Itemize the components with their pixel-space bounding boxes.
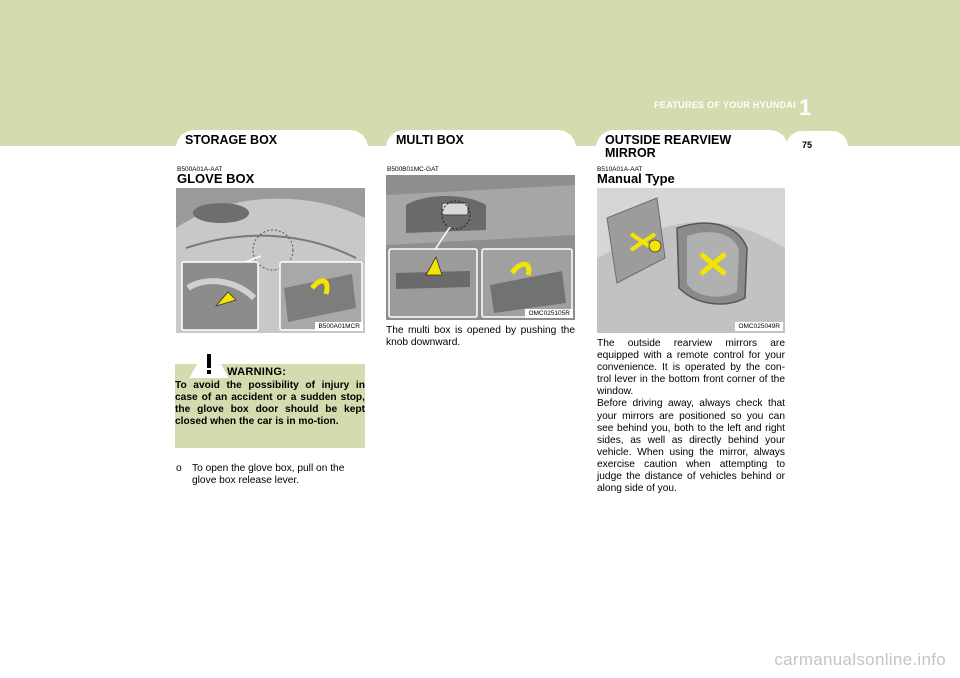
warning-text: To avoid the possibility of injury in case of an accident or a sudden stop, the glove box door should be kept closed when the car is in mo-tion.	[175, 380, 365, 428]
chapter-title: FEATURES OF YOUR HYUNDAI	[654, 100, 796, 110]
manual-type-heading: Manual Type	[597, 171, 675, 186]
mirror-text: The outside rearview mirrors are equipped with a remote control for your convenience. It is operated by the con-trol lever in the bottom front corner of the window. Before driving away, always check that your mirrors are positioned so you can see behind you, both to the left and right sides, as well as directly behind your vehicle. When using the mirror, always exercise caution when attempting to judge the distance of vehicles behind or along side of you.	[597, 338, 785, 495]
exclamation-triangle-icon	[189, 343, 229, 379]
mirror-title: OUTSIDE REARVIEW MIRROR	[605, 133, 732, 160]
bullet-mark: o	[176, 463, 182, 474]
page-number: 75	[801, 140, 812, 150]
storage-box-title: STORAGE BOX	[185, 133, 278, 147]
bullet-text: To open the glove box, pull on the glove box release lever.	[192, 463, 345, 487]
watermark: carmanualsonline.info	[774, 650, 946, 669]
header-band	[0, 0, 960, 146]
chapter-number: 1	[799, 95, 812, 120]
glove-box-code: B500A01A-AAT	[177, 166, 223, 173]
warning-title: WARNING:	[227, 366, 287, 378]
multi-box-photo	[386, 175, 575, 320]
glove-box-photo	[176, 188, 365, 333]
multi-box-code: B500B01MC-GAT	[387, 166, 439, 173]
multi-box-title: MULTI BOX	[396, 133, 464, 147]
multi-box-image-code: OMC025105R	[525, 309, 573, 318]
glove-box-heading: GLOVE BOX	[177, 171, 255, 186]
mirror-image-code: OMC025049R	[735, 322, 783, 331]
mirror-photo	[597, 188, 785, 333]
multi-box-text: The multi box is opened by pushing the knob downward.	[386, 325, 575, 349]
manual-type-code: B510A01A-AAT	[597, 166, 643, 173]
glove-box-image-code: B500A01MCR	[315, 322, 363, 331]
